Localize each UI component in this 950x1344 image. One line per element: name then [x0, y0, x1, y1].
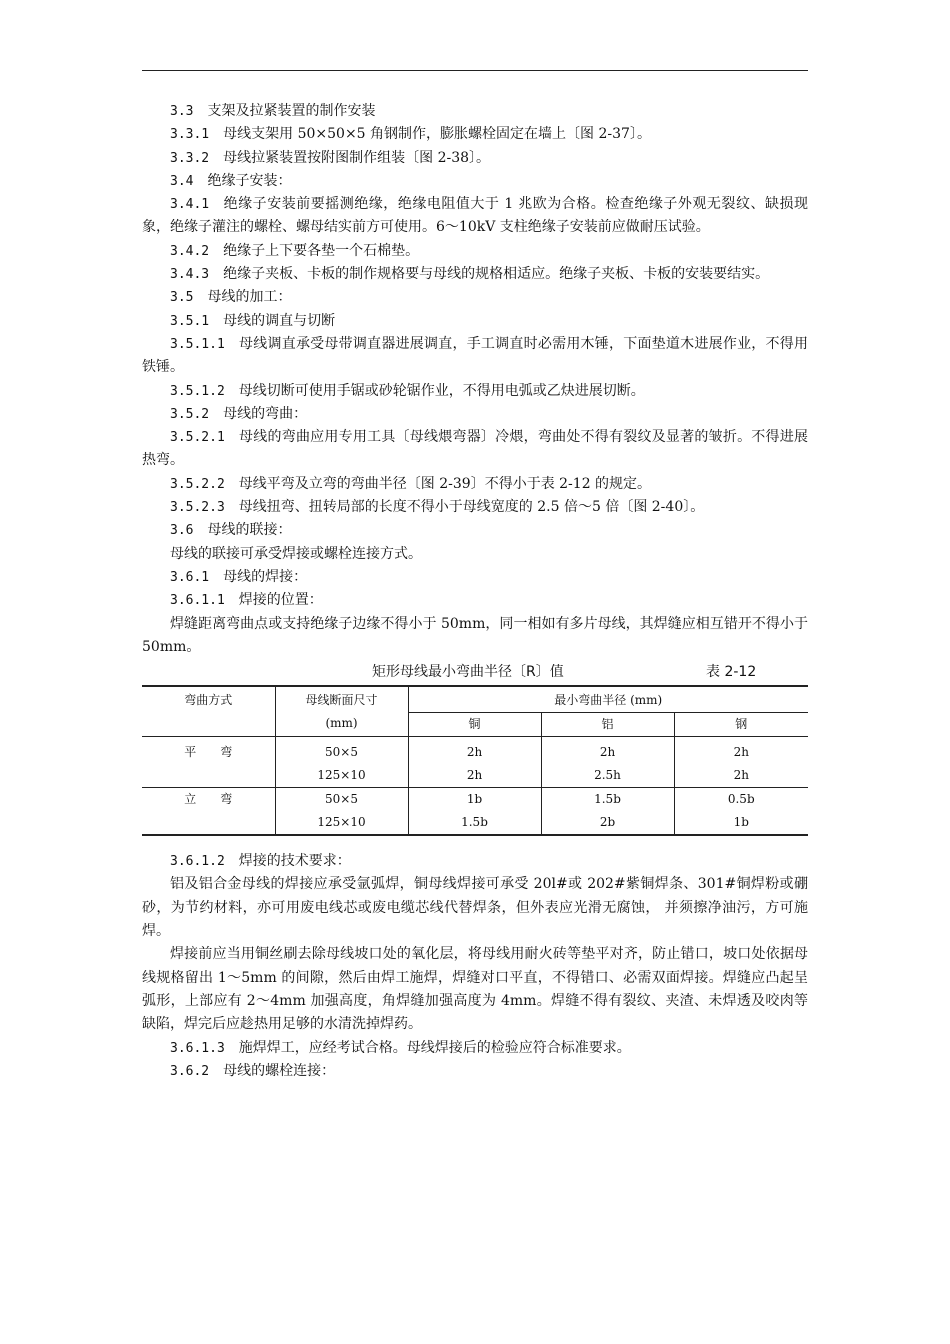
paragraph-text: 母线切断可使用手锯或砂轮锯作业，不得用电弧或乙炔进展切断。	[238, 382, 645, 399]
spacer	[142, 836, 808, 850]
section-number: 3.5	[170, 290, 194, 306]
paragraph	[142, 1060, 808, 1083]
paragraph-text: 绝缘子夹板、卡板的制作规格要与母线的规格相适应。绝缘子夹板、卡板的安装要结实。	[223, 266, 770, 283]
paragraph-text: 母线的联接可承受焊接或螺栓连接方式。	[170, 545, 422, 562]
paragraph-text: 支架及拉紧装置的制作安装	[207, 103, 376, 119]
paragraph	[142, 170, 808, 193]
header-size	[275, 686, 408, 737]
paragraph	[142, 426, 808, 473]
paragraph-text: 铝及铝合金母线的焊接应承受氩弧焊，铜母线焊接可承受 20l#或 202#紫铜焊条、301#铜焊粉或硼砂，为节约材料，亦可用废电线芯或废电缆芯线代替焊条，但外表应光滑无腐蚀， 并须擦净油污，方可施焊。	[142, 876, 808, 940]
copper-cell	[408, 788, 541, 836]
copper-value: 1.5b	[461, 815, 488, 830]
paragraph	[142, 123, 808, 146]
section-number: 3.5.2.2	[170, 476, 225, 492]
steel-value: 2h	[733, 745, 749, 760]
header-steel: 钢	[674, 713, 808, 737]
header-aluminum: 铝	[541, 713, 674, 737]
paragraph-text: 焊缝距离弯曲点或支持绝缘子边缘不得小于 50mm，同一相如有多片母线，其焊缝应相互错开不得小于 50mm。	[142, 615, 808, 655]
section-number: 3.4.3	[170, 267, 210, 283]
paragraph	[142, 333, 808, 380]
paragraph	[142, 850, 808, 873]
paragraph-text: 绝缘子安装前要摇测绝缘，绝缘电阻值大于 1 兆欧为合格。检查绝缘子外观无裂纹、缺损现象，绝缘子灌注的螺栓、螺母结实前方可使用。6～10kV 支柱绝缘子安装前应做耐压试验。	[142, 196, 808, 236]
paragraph-text: 母线调直承受母带调直器进展调直，手工调直时必需用木锤，下面垫道木进展作业，不得用铁锤。	[142, 335, 808, 376]
section-number: 3.4.1	[170, 197, 210, 213]
section-number: 3.4	[170, 173, 194, 189]
section-number: 3.3.1	[170, 127, 210, 143]
method-cell: 平 弯	[142, 737, 275, 788]
paragraph	[142, 589, 808, 612]
paragraph	[142, 310, 808, 333]
section-number: 3.5.2.1	[170, 430, 225, 446]
paragraph-text: 母线的弯曲：	[223, 405, 308, 422]
section-number: 3.4.2	[170, 243, 210, 259]
aluminum-value: 2.5h	[594, 768, 621, 783]
paragraph	[142, 263, 808, 286]
aluminum-value: 2h	[599, 745, 616, 760]
paragraph-text: 母线支架用 50×50×5 角钢制作，膨胀螺栓固定在墙上〔图 2-37〕。	[223, 126, 651, 143]
section-number: 3.6.1	[170, 569, 210, 585]
steel-cell	[674, 737, 808, 788]
paragraph-text: 母线的调直与切断	[223, 312, 336, 329]
header-rule	[142, 70, 808, 71]
section-top	[142, 100, 808, 659]
aluminum-cell	[541, 737, 674, 788]
paragraph	[142, 873, 808, 943]
paragraph	[142, 943, 808, 1036]
header-radius-label: 最小弯曲半径 (mm)	[554, 693, 663, 708]
table-row	[142, 737, 808, 788]
paragraph	[142, 193, 808, 240]
section-number: 3.5.1	[170, 313, 210, 329]
method-cell: 立 弯	[142, 788, 275, 836]
paragraph-text: 母线平弯及立弯的弯曲半径〔图 2-39〕不得小于表 2-12 的规定。	[238, 475, 652, 492]
paragraph	[142, 613, 808, 660]
size-cell	[275, 737, 408, 788]
paragraph	[142, 473, 808, 496]
size-value: 125×10	[317, 768, 366, 783]
paragraph	[142, 147, 808, 170]
section-number: 3.5.1.2	[170, 383, 225, 399]
size-cell	[275, 788, 408, 836]
paragraph	[142, 403, 808, 426]
section-number: 3.3	[170, 104, 194, 119]
paragraph-text: 母线拉紧装置按附图制作组装〔图 2-38〕。	[223, 149, 491, 166]
section-number: 3.6.1.3	[170, 1040, 225, 1056]
document-body	[142, 100, 808, 1083]
size-value: 50×5	[325, 745, 358, 760]
header-copper: 铜	[408, 713, 541, 737]
paragraph-text: 焊接的位置：	[238, 592, 323, 609]
table-caption	[142, 661, 808, 685]
paragraph	[142, 496, 808, 519]
paragraph-text: 母线的联接：	[207, 522, 292, 539]
table-row	[142, 788, 808, 836]
header-radius	[408, 686, 808, 713]
paragraph	[142, 100, 808, 123]
table-title: 矩形母线最小弯曲半径〔R〕值	[372, 664, 564, 681]
paragraph-text: 母线扭弯、扭转局部的长度不得小于母线宽度的 2.5 倍～5 倍〔图 2-40〕。	[238, 499, 705, 516]
section-number: 3.3.2	[170, 150, 210, 166]
aluminum-cell	[541, 788, 674, 836]
paragraph-text: 母线的螺栓连接：	[223, 1062, 336, 1079]
paragraph	[142, 543, 808, 566]
paragraph	[142, 240, 808, 263]
table-number: 表 2-12	[706, 664, 757, 681]
header-size-unit: (mm)	[325, 716, 358, 731]
paragraph-text: 母线的加工：	[207, 289, 292, 306]
paragraph	[142, 1037, 808, 1060]
paragraph	[142, 286, 808, 309]
copper-value: 2h	[466, 745, 483, 760]
paragraph	[142, 380, 808, 403]
header-size-label: 母线断面尺寸	[305, 693, 378, 708]
paragraph-text: 母线的弯曲应用专用工具〔母线煨弯器〕冷煨，弯曲处不得有裂纹及显著的皱折。不得进展热弯。	[142, 429, 808, 469]
paragraph-text: 绝缘子安装：	[207, 172, 292, 189]
paragraph-text: 绝缘子上下要各垫一个石棉垫。	[223, 242, 420, 259]
header-method	[142, 686, 275, 737]
copper-value: 1b	[466, 792, 483, 807]
aluminum-value: 2b	[599, 815, 616, 830]
section-number: 3.6.1.1	[170, 593, 225, 609]
size-value: 125×10	[317, 815, 366, 830]
header-method-label: 弯曲方式	[184, 693, 233, 708]
steel-cell	[674, 788, 808, 836]
section-number: 3.5.1.1	[170, 336, 225, 352]
size-value: 50×5	[325, 792, 358, 807]
paragraph	[142, 566, 808, 589]
bend-radius-table	[142, 685, 808, 836]
section-bottom	[142, 850, 808, 1083]
paragraph-text: 焊接的技术要求：	[238, 853, 351, 870]
aluminum-value: 1.5b	[594, 792, 621, 807]
section-number: 3.6.1.2	[170, 854, 225, 870]
steel-value: 1b	[733, 815, 749, 830]
copper-value: 2h	[466, 768, 483, 783]
paragraph-text: 施焊焊工，应经考试合格。母线焊接后的检验应符合标准要求。	[238, 1039, 631, 1056]
section-number: 3.5.2	[170, 406, 210, 422]
copper-cell	[408, 737, 541, 788]
paragraph-text: 焊接前应当用铜丝刷去除母线坡口处的氧化层，将母线用耐火砖等垫平对齐，防止错口，坡口处依据母线规格留出 1～5mm 的间隙，然后由焊工施焊，焊缝对口平直，不得错口、必需双面焊接。焊缝应凸起呈弧形，上部应有 2～4mm 加强高度，角焊缝加强高度为 4mm。焊缝不得有裂纹、夹渣、未焊透及咬肉等缺陷，焊完后应趁热用足够的水清洗掉焊药。	[142, 946, 808, 1033]
steel-value: 0.5b	[727, 792, 755, 807]
section-number: 3.6	[170, 523, 194, 539]
steel-value: 2h	[733, 768, 749, 783]
section-number: 3.6.2	[170, 1063, 210, 1079]
paragraph	[142, 519, 808, 542]
section-number: 3.5.2.3	[170, 500, 225, 516]
paragraph-text: 母线的焊接：	[223, 568, 308, 585]
